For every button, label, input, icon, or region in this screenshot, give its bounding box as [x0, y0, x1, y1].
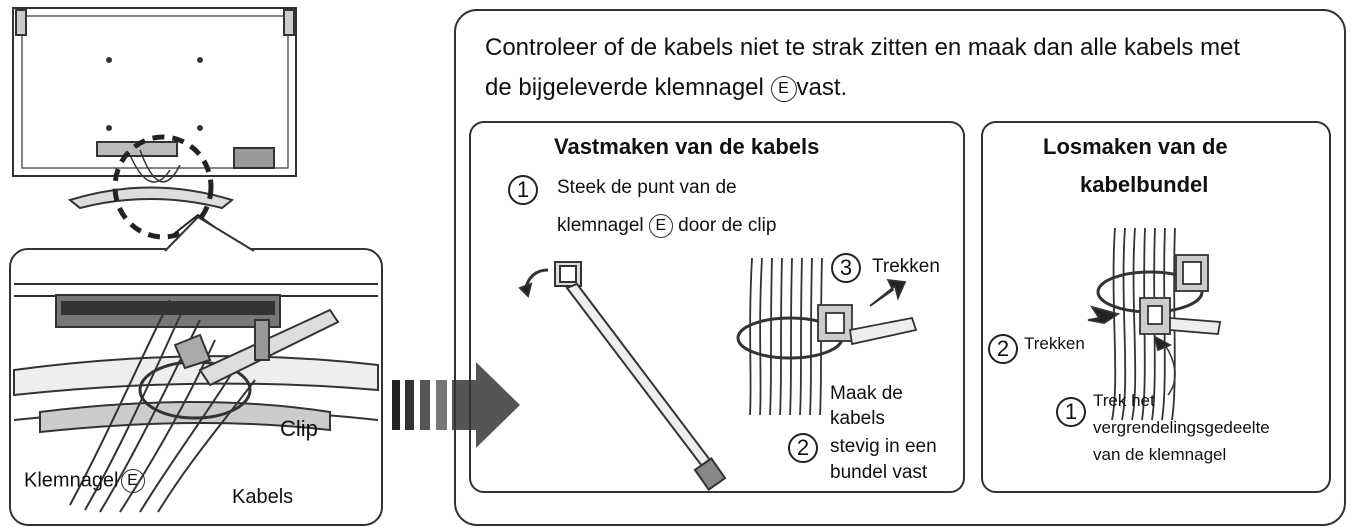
release-step2-label: Trekken: [1024, 334, 1085, 353]
intro-line-2-text: de bijgeleverde klemnagel: [485, 74, 771, 101]
fasten-title: Vastmaken van de kabels: [554, 134, 820, 159]
fasten-step2-line4: bundel vast: [830, 462, 928, 483]
fasten-step2-line3: stevig in een: [830, 436, 937, 457]
fasten-step1-text-end: door de clip: [672, 215, 777, 237]
intro-line-2: [485, 74, 847, 102]
tv-back-illustration: [13, 8, 296, 208]
release-title-line2: kabelbundel: [1080, 172, 1209, 197]
intro-line-1: Controleer of de kabels niet te strak zitten en maak dan alle kabels met: [485, 34, 1241, 61]
release-step1-line1: Trek het: [1093, 391, 1155, 410]
step-number: 1: [508, 175, 538, 205]
klemnagel-label: [24, 469, 145, 493]
fasten-step1-line1: Steek de punt van de: [557, 177, 737, 198]
fasten-step2-line2: kabels: [830, 408, 885, 429]
step-number: 3: [831, 253, 861, 283]
step-number: 1: [1056, 397, 1086, 427]
cable-tie-illustration: [520, 262, 725, 490]
step-number: 2: [988, 334, 1018, 364]
klemnagel-label-text: Klemnagel: [24, 469, 119, 492]
step-number: 2: [788, 433, 818, 463]
fasten-step3-label: Trekken: [872, 256, 940, 277]
accessory-e-icon: E: [649, 214, 673, 238]
kabels-label: Kabels: [232, 486, 294, 508]
fasten-step1-text: klemnagel: [557, 215, 649, 237]
release-step1-line3: van de klemnagel: [1093, 445, 1227, 464]
fasten-step1-line2: [557, 214, 776, 238]
accessory-e-icon: E: [771, 76, 797, 102]
clip-label: Clip: [280, 416, 318, 441]
release-step1-line2: vergrendelingsgedeelte: [1093, 418, 1270, 437]
intro-line-2-end: vast.: [796, 74, 848, 101]
accessory-e-icon: E: [121, 469, 145, 493]
release-title-line1: Losmaken van de: [1043, 134, 1228, 159]
fasten-step2-line1: Maak de: [830, 383, 903, 404]
